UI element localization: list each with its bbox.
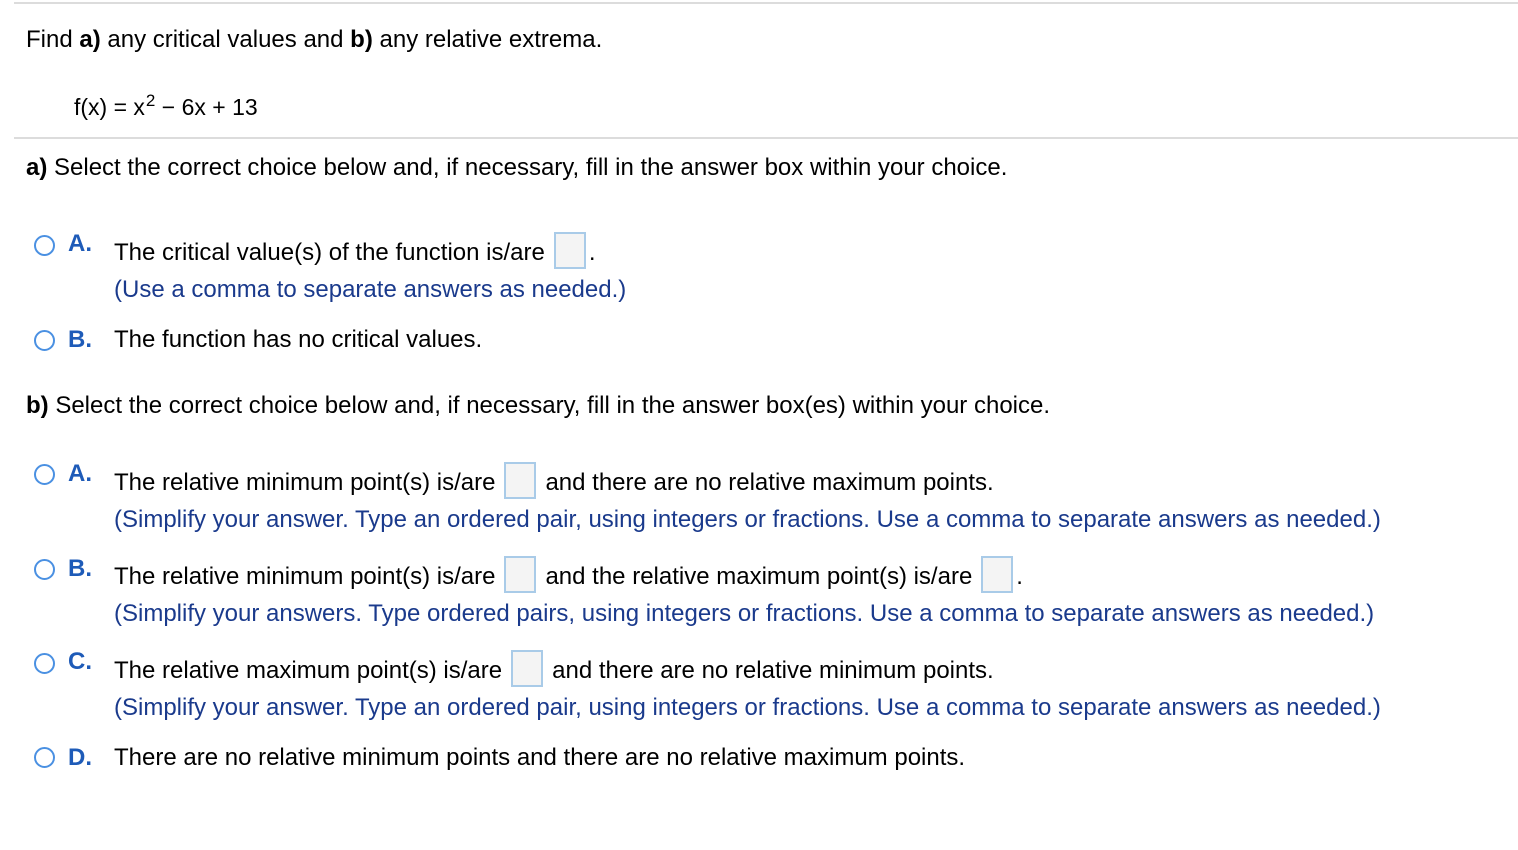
part-b-choice-d-text: There are no relative minimum points and there are no relative maximum points. — [114, 744, 966, 771]
part-a-choice-b-letter: B. — [68, 326, 92, 353]
part-b-choice-a-letter: A. — [68, 460, 92, 487]
part-a-choice-a-letter: A. — [68, 230, 92, 257]
relative-max-answer-box[interactable] — [981, 556, 1013, 593]
relative-max-answer-box[interactable] — [511, 650, 543, 687]
part-b-choice-c-hint: (Simplify your answer. Type an ordered pair, using integers or fractions. Use a comma to separate answers as needed.) — [114, 694, 1381, 721]
part-b-choice-d-radio[interactable] — [34, 747, 55, 768]
part-b-choice-d-letter: D. — [68, 744, 92, 771]
part-a-choice-a-text: The critical value(s) of the function is/are . — [114, 238, 596, 269]
top-divider — [14, 2, 1518, 4]
part-a-choice-a-hint: (Use a comma to separate answers as needed.) — [114, 276, 627, 303]
critical-values-answer-box[interactable] — [554, 232, 586, 269]
part-a-choice-b-text: The function has no critical values. — [114, 326, 483, 353]
part-b-instruction: b) Select the correct choice below and, if necessary, fill in the answer box(es) within your choice. — [26, 392, 1051, 419]
part-b-choice-b-letter: B. — [68, 555, 92, 582]
part-b-choice-a-radio[interactable] — [34, 464, 55, 485]
relative-min-answer-box[interactable] — [504, 462, 536, 499]
question-prompt: Find a) any critical values and b) any relative extrema. — [26, 26, 603, 53]
part-a-choice-b-radio[interactable] — [34, 330, 55, 351]
part-b-choice-b-radio[interactable] — [34, 559, 55, 580]
section-divider — [14, 137, 1518, 139]
part-b-choice-a-text: The relative minimum point(s) is/are and there are no relative maximum points. — [114, 468, 994, 499]
part-b-choice-b-text: The relative minimum point(s) is/are and the relative maximum point(s) is/are . — [114, 562, 1023, 593]
part-b-choice-c-text: The relative maximum point(s) is/are and there are no relative minimum points. — [114, 656, 994, 687]
part-b-choice-c-radio[interactable] — [34, 653, 55, 674]
function-formula: $f(x) = x^2 - 6x + 13$ — [74, 91, 258, 120]
part-a-choice-a-radio[interactable] — [34, 235, 55, 256]
part-a-instruction: a) Select the correct choice below and, if necessary, fill in the answer box within your choice. — [26, 154, 1008, 181]
relative-min-answer-box[interactable] — [504, 556, 536, 593]
part-b-choice-b-hint: (Simplify your answers. Type ordered pairs, using integers or fractions. Use a comma to separate answers as needed.) — [114, 600, 1375, 627]
part-b-choice-a-hint: (Simplify your answer. Type an ordered pair, using integers or fractions. Use a comma to separate answers as needed.) — [114, 506, 1381, 533]
part-b-choice-c-letter: C. — [68, 648, 92, 675]
